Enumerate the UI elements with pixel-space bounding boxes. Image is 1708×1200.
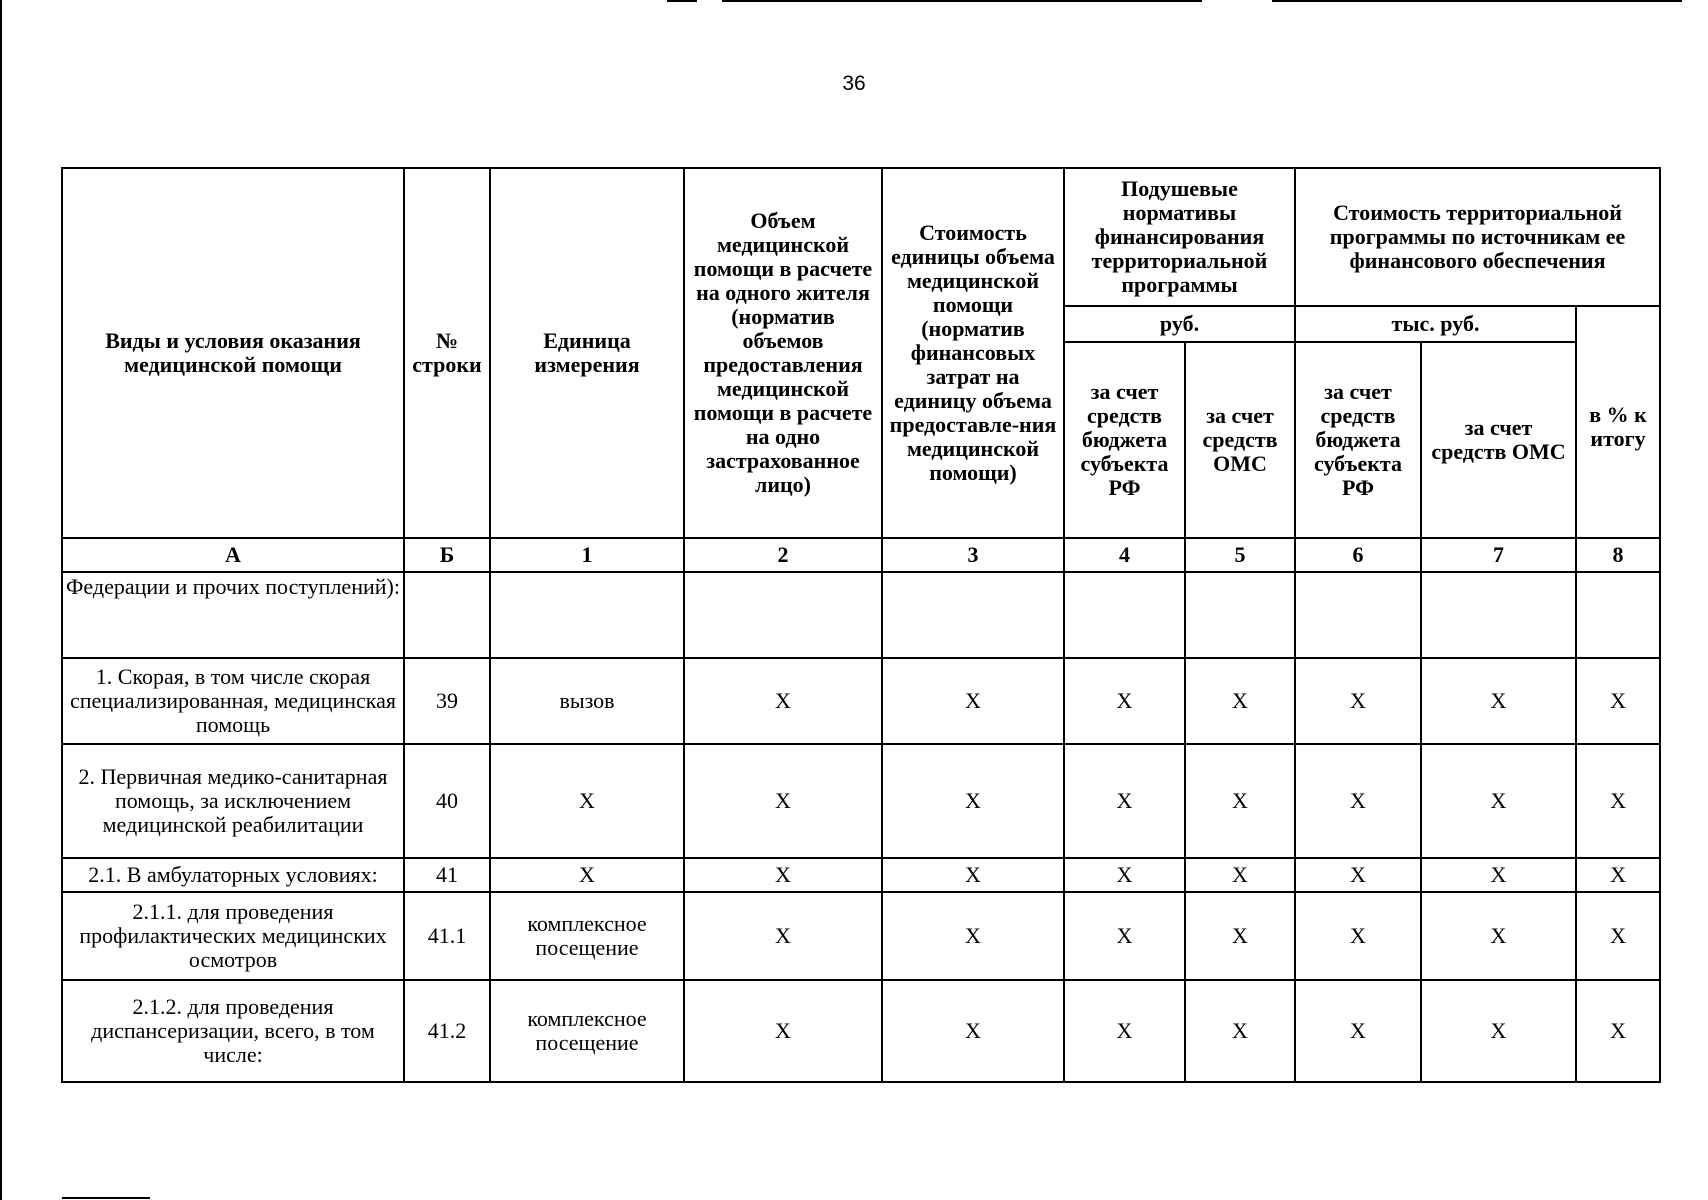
row-cell: Х	[882, 892, 1064, 980]
table-row	[62, 892, 1660, 980]
row-cell: Х	[1421, 744, 1576, 858]
row-name: 2.1.2. для проведения диспансеризации, всего, в том числе:	[62, 980, 404, 1082]
header-budget-rf-thous: за счет средств бюджета субъекта РФ	[1295, 342, 1421, 538]
row-cell: Х	[1064, 980, 1185, 1082]
row-num: 41.1	[404, 892, 490, 980]
row-num: 41.2	[404, 980, 490, 1082]
row-cell: Х	[1295, 858, 1421, 892]
row-unit	[490, 572, 684, 658]
row-name: 1. Скорая, в том числе скорая специализированная, медицинская помощь	[62, 658, 404, 744]
table-row	[62, 858, 1660, 892]
row-num: 41	[404, 858, 490, 892]
row-unit: вызов	[490, 658, 684, 744]
row-cell: Х	[1295, 744, 1421, 858]
header-row-no: № строки	[404, 168, 490, 538]
row-name: 2.1.1. для проведения профилактических медицинских осмотров	[62, 892, 404, 980]
top-edge-line-left	[667, 0, 697, 2]
col-id: А	[62, 538, 404, 572]
table-row	[62, 658, 1660, 744]
header-per-capita: Подушевые нормативы финансирования территориальной программы	[1064, 168, 1295, 306]
row-cell: Х	[1576, 980, 1660, 1082]
row-unit: комплексное посещение	[490, 980, 684, 1082]
row-cell: Х	[1295, 892, 1421, 980]
row-cell: Х	[1295, 980, 1421, 1082]
row-cell: Х	[882, 858, 1064, 892]
header-unit: Единица измерения	[490, 168, 684, 538]
row-cell: Х	[1064, 658, 1185, 744]
header-type: Виды и условия оказания медицинской помощи	[62, 168, 404, 538]
row-cell: Х	[684, 658, 882, 744]
row-cell: Х	[1576, 858, 1660, 892]
col-id: 3	[882, 538, 1064, 572]
row-cell: Х	[684, 980, 882, 1082]
row-unit: комплексное посещение	[490, 892, 684, 980]
row-name: 2.1. В амбулаторных условиях:	[62, 858, 404, 892]
row-cell: Х	[1421, 658, 1576, 744]
left-edge-line	[0, 0, 2, 1200]
row-cell: Х	[1421, 892, 1576, 980]
row-cell	[882, 572, 1064, 658]
row-cell	[684, 572, 882, 658]
row-cell: Х	[882, 980, 1064, 1082]
row-cell: Х	[1576, 658, 1660, 744]
row-cell: Х	[1421, 980, 1576, 1082]
table-row	[62, 744, 1660, 858]
header-oms-thous: за счет средств ОМС	[1421, 342, 1576, 538]
row-cell: Х	[1576, 892, 1660, 980]
top-edge-line-right	[1272, 0, 1682, 2]
row-cell	[1064, 572, 1185, 658]
row-cell: Х	[1185, 980, 1295, 1082]
row-num	[404, 572, 490, 658]
col-id: 7	[1421, 538, 1576, 572]
row-cell: Х	[684, 858, 882, 892]
col-id: Б	[404, 538, 490, 572]
row-cell: Х	[1064, 858, 1185, 892]
bottom-rule	[62, 1197, 150, 1199]
row-cell	[1576, 572, 1660, 658]
row-cell: Х	[1295, 658, 1421, 744]
row-unit: Х	[490, 858, 684, 892]
row-cell: Х	[882, 658, 1064, 744]
header-budget-rf-rub: за счет средств бюджета субъекта РФ	[1064, 342, 1185, 538]
header-program-cost: Стоимость территориальной программы по источникам ее финансового обеспечения	[1295, 168, 1660, 306]
row-cell: Х	[1185, 658, 1295, 744]
row-cell: Х	[1185, 858, 1295, 892]
page-number: 36	[842, 72, 866, 95]
table-row	[62, 980, 1660, 1082]
header-pct-total: в % к итогу	[1576, 306, 1660, 538]
top-edge-line-mid	[722, 0, 1202, 2]
header-rub: руб.	[1064, 306, 1295, 342]
program-cost-table	[61, 167, 1661, 1083]
row-cell	[1185, 572, 1295, 658]
table-row	[62, 572, 1660, 658]
header-volume: Объем медицинской помощи в расчете на одного жителя (норматив объемов предоставления медицинской помощи в расчете на одно застрахованное лицо)	[684, 168, 882, 538]
row-cell: Х	[1185, 744, 1295, 858]
header-oms-rub: за счет средств ОМС	[1185, 342, 1295, 538]
row-cell: Х	[684, 892, 882, 980]
row-name: 2. Первичная медико-санитарная помощь, за исключением медицинской реабилитации	[62, 744, 404, 858]
col-id: 8	[1576, 538, 1660, 572]
col-id: 6	[1295, 538, 1421, 572]
row-cell	[1295, 572, 1421, 658]
row-cell: Х	[1064, 744, 1185, 858]
header-thous-rub: тыс. руб.	[1295, 306, 1576, 342]
col-id: 1	[490, 538, 684, 572]
row-name: Федерации и прочих поступлений):	[62, 572, 404, 658]
col-id: 2	[684, 538, 882, 572]
row-num: 39	[404, 658, 490, 744]
header-cost: Стоимость единицы объема медицинской помощи (норматив финансовых затрат на единицу объема предоставле-ния медицинской помощи)	[882, 168, 1064, 538]
row-cell: Х	[882, 744, 1064, 858]
row-num: 40	[404, 744, 490, 858]
row-unit: Х	[490, 744, 684, 858]
column-id-row	[62, 538, 1660, 572]
row-cell	[1421, 572, 1576, 658]
row-cell: Х	[1421, 858, 1576, 892]
col-id: 5	[1185, 538, 1295, 572]
row-cell: Х	[1576, 744, 1660, 858]
row-cell: Х	[1064, 892, 1185, 980]
row-cell: Х	[1185, 892, 1295, 980]
row-cell: Х	[684, 744, 882, 858]
col-id: 4	[1064, 538, 1185, 572]
